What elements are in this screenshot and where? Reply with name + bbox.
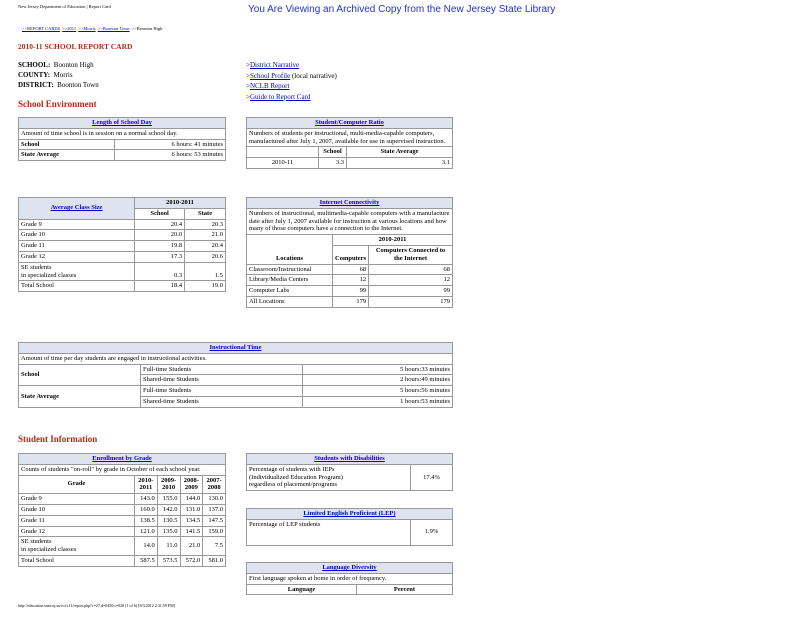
instr-full-label-state: Full-time Students [141,386,303,397]
row-value-school: 19.8 [135,241,185,252]
disabilities-table [246,453,453,491]
row-value-connected: 68 [369,264,453,275]
row-value: 573.5 [157,555,180,566]
page-footer-url: http://education.state.nj.us/rc/rc11/report.php?c=27;d=0450;s=020 (1 of 6) [8/3/2012 2:31:59 PM] [18,603,176,608]
table-row [19,494,226,505]
enrollment-year-col: 2007- 2008 [203,475,226,494]
table-row [19,230,226,241]
row-label: Grade 9 [19,494,135,505]
length-state-value: 6 hours: 53 minutes [115,150,226,161]
table-row [19,504,226,515]
row-value: 581.0 [203,555,226,566]
instr-shared-label-state: Shared-time Students [141,396,303,407]
row-label: Total School [19,281,135,292]
row-label: Total School [19,555,135,566]
table-row [19,515,226,526]
row-value-school: 18.4 [135,281,185,292]
row-label: Grade 11 [19,241,135,252]
computer-ratio-title[interactable]: Student/Computer Ratio [315,119,384,126]
table-row [247,275,453,286]
language-col-language: Language [247,584,357,595]
computer-ratio-desc: Numbers of students per instructional, multi-media-capable computers, manufactured after July 1, 2007, available for use in supervised instruction. [247,128,453,147]
row-value: 21.0 [180,537,203,556]
length-of-day-desc: Amount of time school is in session on a normal school day. [19,128,226,139]
length-school-value: 6 hours: 41 minutes [115,139,226,150]
row-value: 141.5 [180,526,203,537]
internet-year: 2010-2011 [333,235,453,246]
length-of-day-title[interactable]: Length of School Day [92,119,152,126]
row-value: 159.0 [203,526,226,537]
row-label: All Locations [247,296,333,307]
disabilities-desc: Percentage of students with IEPs (Individualized Education Program) regardless of placement/programs [247,464,411,490]
instr-shared-label: Shared-time Students [141,375,303,386]
enrollment-year-col: 2010- 2011 [135,475,158,494]
row-value-computers: 68 [333,264,369,275]
ratio-school-value: 3.3 [319,158,347,169]
ratio-col-state: State Average [347,147,453,158]
disabilities-value: 17.4% [411,464,453,490]
lep-title[interactable]: Limited English Proficient (LEP) [303,510,396,517]
row-value: 144.0 [180,494,203,505]
school-profile-note: (local narrative) [291,71,337,80]
language-col-percent: Percent [357,584,453,595]
county-name: Morris [53,71,73,79]
instr-school-label: School [19,364,141,386]
row-value: 131.0 [180,504,203,515]
breadcrumb-morris[interactable]: >>Morris [78,26,96,31]
row-value: 135.0 [157,526,180,537]
instr-school-full: 5 hours:33 minutes [303,364,453,375]
breadcrumb-boonton-town[interactable]: >>Boonton Town [97,26,130,31]
class-size-title[interactable]: Average Class Size [50,204,103,212]
nclb-report-link[interactable]: NCLB Report [249,82,290,90]
enrollment-year-col: 2008- 2009 [180,475,203,494]
row-label: Grade 12 [19,526,135,537]
ratio-year: 2010-11 [247,158,319,169]
row-value-computers: 179 [333,296,369,307]
district-narrative-link[interactable]: District Narrative [249,61,300,69]
row-value-school: 20.4 [135,219,185,230]
instructional-time-title[interactable]: Instructional Time [209,344,262,351]
internet-desc: Numbers of instructional, multimedia-capable computers with a manufacture date after July 1, 2007 available for instruction at various locations and how many of those computers have a connection to the Internet. [247,208,453,234]
length-of-day-table [18,117,226,161]
row-value: 142.0 [157,504,180,515]
breadcrumb-2011[interactable]: >>2011 [62,26,77,31]
language-title[interactable]: Language Diversity [322,564,377,571]
internet-title[interactable]: Internet Connectivity [319,199,380,206]
lep-desc: Percentage of LEP students [247,519,411,545]
row-value-connected: 179 [369,296,453,307]
header-source: New Jersey Department of Education | Report Card [18,4,111,9]
row-value: 121.0 [135,526,158,537]
row-label: Grade 10 [19,504,135,515]
row-label: Computer Labs [247,286,333,297]
row-value-state: 1.5 [185,262,226,281]
archive-banner: You Are Viewing an Archived Copy from the New Jersey State Library [248,4,556,15]
row-value-state: 20.4 [185,241,226,252]
instr-full-label: Full-time Students [141,364,303,375]
school-label: SCHOOL: [18,61,51,69]
class-size-col-state: State [185,208,226,219]
breadcrumb-report-cards[interactable]: >>REPORT CARDS [22,26,61,31]
instr-state-full: 5 hours:56 minutes [303,386,453,397]
row-value-state: 19.0 [185,281,226,292]
table-row [19,526,226,537]
district-name: Boonton Town [57,81,99,89]
table-row [19,219,226,230]
row-value-state: 20.3 [185,219,226,230]
school-info [18,60,99,90]
row-value: 137.0 [203,504,226,515]
computer-ratio-table [246,117,453,169]
lep-value: 1.9% [411,519,453,545]
table-row [19,241,226,252]
enrollment-table [18,453,226,567]
instr-state-shared: 1 hours:53 minutes [303,396,453,407]
row-label: Library/Media Centers [247,275,333,286]
table-row [247,264,453,275]
internet-table [246,197,453,308]
enrollment-desc: Counts of students "on-roll" by grade in October of each school year. [19,464,226,475]
language-table [246,562,453,595]
internet-col-locations: Locations [247,235,333,264]
guide-link[interactable]: Guide to Report Card [249,92,311,101]
row-value: 14.0 [135,537,158,556]
enrollment-title[interactable]: Enrollment by Grade [92,455,152,462]
ratio-col-school: School [319,147,347,158]
row-value: 143.0 [135,494,158,505]
school-profile-link[interactable]: School Profile [249,71,291,80]
table-row [247,286,453,297]
internet-col-connected: Computers Connected to the Internet [369,245,453,264]
row-label: Grade 9 [19,219,135,230]
row-value-state: 21.0 [185,230,226,241]
row-value-connected: 99 [369,286,453,297]
row-value-connected: 12 [369,275,453,286]
table-row [19,537,226,556]
row-label: Classroom/Instructional [247,264,333,275]
row-value: 130.0 [203,494,226,505]
report-links: >District Narrative >School Profile (local narrative) >NCLB Report >Guide to Report Card [246,61,337,101]
lep-table [246,508,453,546]
section-student-information: Student Information [18,434,98,444]
row-value: 587.5 [135,555,158,566]
class-size-year: 2010-2011 [135,198,226,209]
row-value-computers: 99 [333,286,369,297]
county-label: COUNTY: [18,71,51,79]
breadcrumb-boonton-high: >>Boonton High [131,26,163,31]
row-label: SE students in specialized classes [19,537,135,556]
district-label: DISTRICT: [18,81,54,89]
row-value: 130.5 [157,515,180,526]
row-label: Grade 12 [19,251,135,262]
class-size-col-school: School [135,208,185,219]
breadcrumb [22,26,163,31]
row-value-school: 0.3 [135,262,185,281]
school-name: Boonton High [53,61,94,69]
row-value-school: 20.0 [135,230,185,241]
table-row [247,296,453,307]
page-title: 2010-11 SCHOOL REPORT CARD [18,42,133,51]
table-row [19,555,226,566]
ratio-state-value: 3.1 [347,158,453,169]
row-value: 138.5 [135,515,158,526]
table-row [19,251,226,262]
section-school-environment: School Environment [18,99,97,109]
enrollment-col-grade: Grade [19,475,135,494]
row-label: SE students in specialized classes [19,262,135,281]
class-size-table [18,197,226,292]
row-value: 160.0 [135,504,158,515]
table-row [19,281,226,292]
row-value: 572.0 [180,555,203,566]
instr-state-label: State Average [19,386,141,408]
disabilities-title[interactable]: Students with Disabilities [314,455,385,462]
row-label: Grade 10 [19,230,135,241]
row-value-computers: 12 [333,275,369,286]
instructional-time-table [18,342,453,408]
instr-school-shared: 2 hours:49 minutes [303,375,453,386]
instructional-time-desc: Amount of time per day students are engaged in instructional activities. [19,353,453,364]
length-school-label: School [19,139,115,150]
row-value: 134.5 [180,515,203,526]
length-state-label: State Average [19,150,115,161]
table-row [19,262,226,281]
row-label: Grade 11 [19,515,135,526]
row-value: 11.0 [157,537,180,556]
internet-col-computers: Computers [333,245,369,264]
row-value-state: 20.6 [185,251,226,262]
row-value-school: 17.3 [135,251,185,262]
enrollment-year-col: 2009- 2010 [157,475,180,494]
row-value: 155.0 [157,494,180,505]
language-desc: First language spoken at home in order of frequency. [247,573,453,584]
row-value: 7.5 [203,537,226,556]
row-value: 147.5 [203,515,226,526]
